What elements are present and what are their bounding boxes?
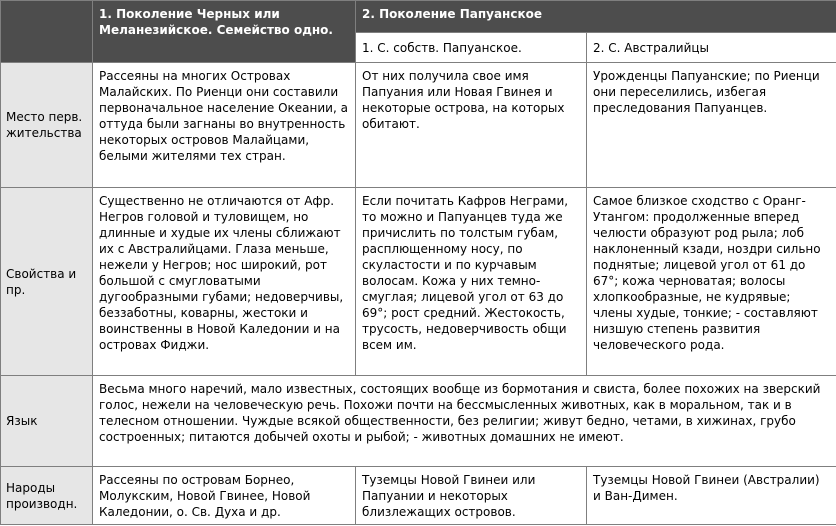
- cell-place-gen1: Рассеяны на многих Островах Малайских. По Риенци они составили первоначальное население Океании, а оттуда были загнаны во внутренность некоторых островов Малайцами, белыми жителями тех стран.: [93, 63, 356, 188]
- header-gen2: 2. Поколение Папуанское: [356, 1, 836, 33]
- cell-place-australians: Урожденцы Папуанские; по Риенци они переселились, избегая преследования Папуанцев.: [587, 63, 836, 188]
- cell-peoples-gen1: Рассеяны по островам Борнео, Молукским, Новой Гвинее, Новой Каледонии, о. Св. Духа и др.: [93, 467, 356, 525]
- cell-lang: Весьма много наречий, мало известных, состоящих вообще из бормотания и свиста, более похожих на зверский голос, нежели на человеческую речь. Похожи почти на бессмысленных животных, как в моральном, так и в телесном отношении. Чуждые всякой общественности, без религии; живут бедно, четами, в хижинах, грубо состроенных; питаются добычей охоты и рыбой; - животных домашних не имеют.: [93, 376, 836, 467]
- header-gen1: 1. Поколение Черных или Меланезийское. Семейство одно.: [93, 1, 356, 63]
- row-label-props: Свойства и пр.: [1, 188, 93, 376]
- row-label-peoples: Народы производн.: [1, 467, 93, 525]
- cell-props-papuan: Если почитать Кафров Неграми, то можно и Папуанцев туда же причислить по толстым губам, расплющенному носу, по скуластости и по курчавым волосам. Кожа у них темно-смуглая; лицевой угол от 63 до 69°; рост средний. Жестокость, трусость, недоверчивость общи всем им.: [356, 188, 587, 376]
- row-label-lang: Язык: [1, 376, 93, 467]
- cell-props-australians: Самое близкое сходство с Оранг-Утангом: продолженные вперед челюсти образуют род рыла; лоб наклоненный кзади, ноздри сильно поднятые; лицевой угол от 61 до 67°; кожа черноватая; волосы хлопкообразные, не кудрявые; члены худые, тонкие; - составляют низшую степень развития человеческого рода.: [587, 188, 836, 376]
- subheader-papuan: 1. С. собств. Папуанское.: [356, 33, 587, 63]
- cell-peoples-australians: Туземцы Новой Гвинеи (Австралии) и Ван-Димен.: [587, 467, 836, 525]
- row-place: [1, 63, 836, 188]
- row-peoples: [1, 467, 836, 525]
- subheader-australians: 2. С. Австралийцы: [587, 33, 836, 63]
- row-props: [1, 188, 836, 376]
- row-label-place: Место перв. жительства: [1, 63, 93, 188]
- header-corner: [1, 1, 93, 63]
- cell-place-papuan: От них получила свое имя Папуания или Новая Гвинея и некоторые острова, на которых обитают.: [356, 63, 587, 188]
- cell-props-gen1: Существенно не отличаются от Афр. Негров головой и туловищем, но длинные и худые их члены сближают их с Австралийцами. Глаза меньше, нежели у Негров; нос широкий, рот большой с смугловатыми дугообразными губами; недоверчивы, беззаботны, коварны, жестоки и воинственны в Новой Каледонии и на островах Фиджи.: [93, 188, 356, 376]
- header-row: [1, 1, 836, 33]
- cell-peoples-papuan: Туземцы Новой Гвинеи или Папуании и некоторых близлежащих островов.: [356, 467, 587, 525]
- row-lang: [1, 376, 836, 467]
